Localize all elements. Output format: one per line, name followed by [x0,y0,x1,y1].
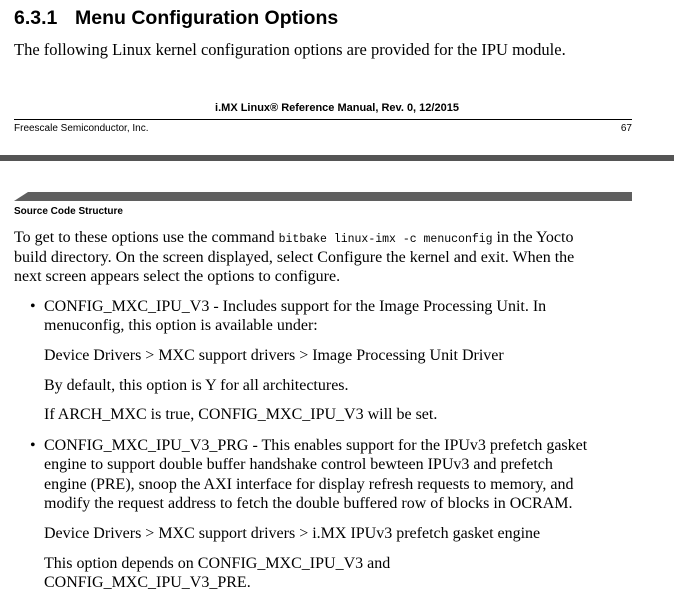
bullet-marker: • [30,437,36,454]
footer-page-number: 67 [620,123,632,134]
list-item-note: This option depends on CONFIG_MXC_IPU_V3 and [44,555,391,572]
body-paragraph-line: next screen appears select the options to configure. [14,268,341,285]
section-heading [14,7,338,30]
menu-path: Device Drivers > MXC support drivers > i.MX IPUv3 prefetch gasket engine [44,525,541,542]
running-header-label: Source Code Structure [14,206,123,217]
list-item-line: menuconfig, this option is available under: [44,317,318,334]
page-break-divider [0,155,674,161]
list-item-note: If ARCH_MXC is true, CONFIG_MXC_IPU_V3 will be set. [44,406,438,423]
footer-company: Freescale Semiconductor, Inc. [14,123,149,134]
text-span: in the Yocto [492,229,574,246]
footer-manual-title: i.MX Linux® Reference Manual, Rev. 0, 12/2015 [215,102,459,114]
list-item-line: engine (PRE), snoop the AXI interface for display refresh requests to memory, and [44,476,574,493]
menu-path: Device Drivers > MXC support drivers > Image Processing Unit Driver [44,347,504,364]
list-item-line: engine to support double buffer handshake control bewteen IPUv3 and prefetch [44,456,553,473]
list-item-line: modify the request address to fetch the double buffered row of blocks in OCRAM. [44,495,573,512]
body-paragraph-line [14,228,573,250]
list-item-line: CONFIG_MXC_IPU_V3 - Includes support for the Image Processing Unit. In [44,298,547,315]
list-item-note: CONFIG_MXC_IPU_V3_PRE. [44,574,251,591]
section-intro: The following Linux kernel configuration options are provided for the IPU module. [14,40,566,59]
section-title: Menu Configuration Options [75,7,339,29]
footer-rule [14,119,632,120]
list-item-line: CONFIG_MXC_IPU_V3_PRG - This enables support for the IPUv3 prefetch gasket [44,437,588,454]
text-span: To get to these options use the command [14,229,279,246]
section-number: 6.3.1 [14,7,58,29]
list-item-note: By default, this option is Y for all architectures. [44,377,349,394]
header-band [14,192,632,201]
bullet-marker: • [30,298,36,315]
body-paragraph-line: build directory. On the screen displayed, select Configure the kernel and exit. When the [14,249,575,266]
inline-command: bitbake linux-imx -c menuconfig [278,233,493,246]
